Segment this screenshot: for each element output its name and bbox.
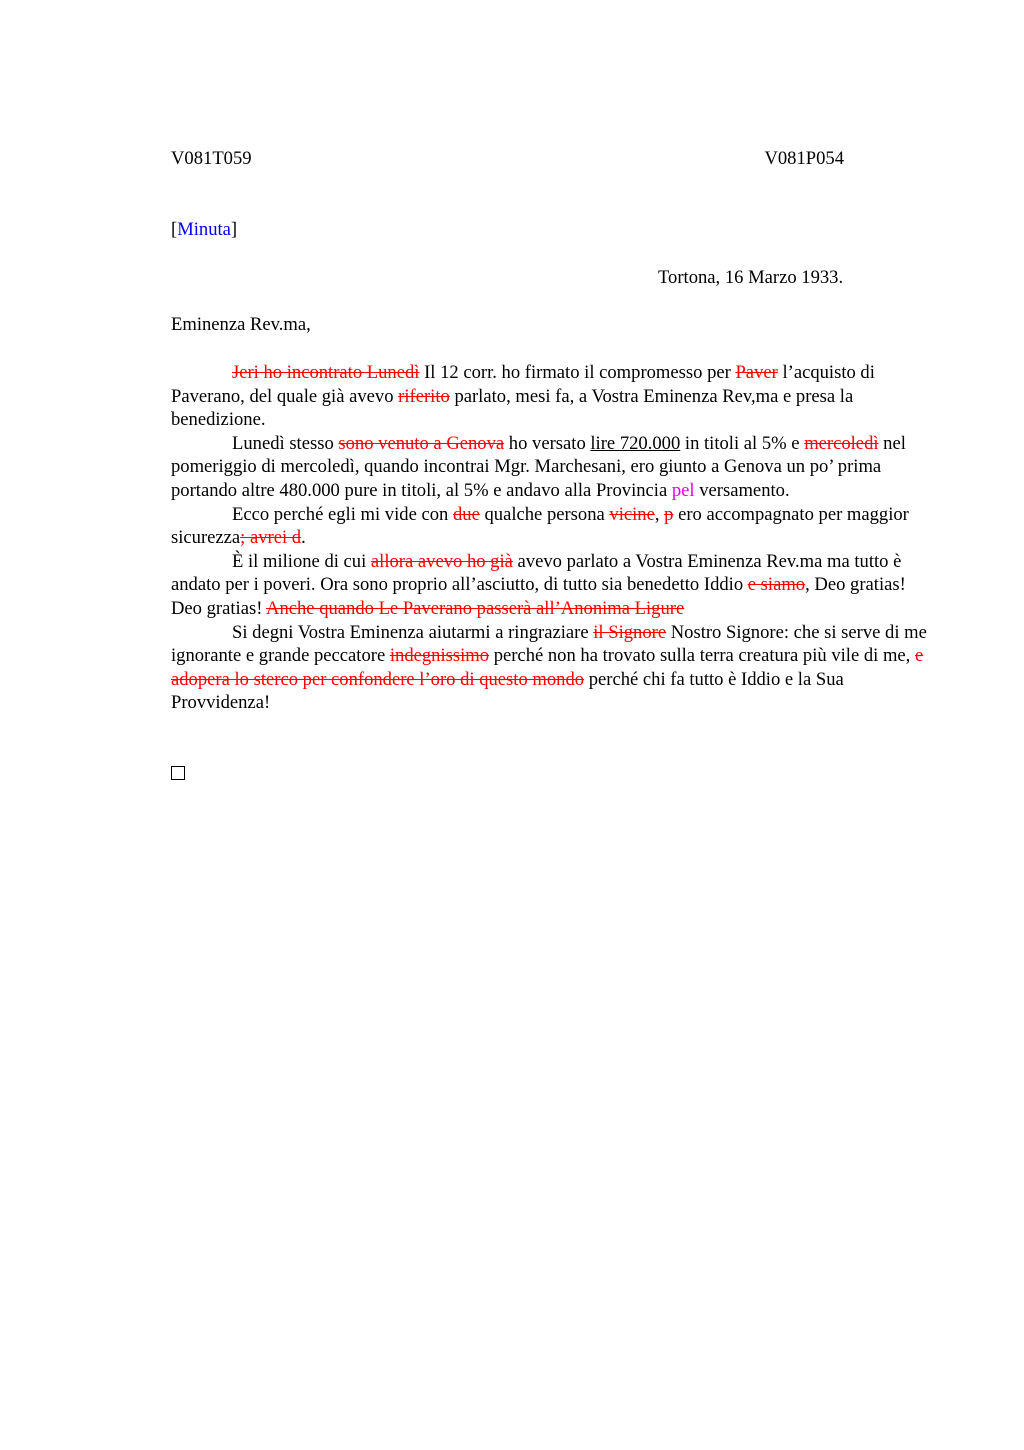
body-text-segment: Si degni Vostra Eminenza aiutarmi a ringraziare [232,621,594,643]
body-text-segment: , [654,503,665,525]
body-text-segment: , Deo gratias! Deo gratias! [171,574,906,619]
body-paragraph [171,550,929,621]
body-text-segment: l’acquisto di Paverano, del quale già avevo [171,362,875,407]
tag-close-bracket: ] [230,219,238,240]
deleted-text: Anche quando Le Paverano passerà all’Anonima Ligure [266,597,685,619]
body-text-segment: avevo parlato a Vostra Eminenza Rev.ma ma tutto è andato per i poveri. Ora sono proprio all’asciutto, di tutto sia benedetto Iddio [171,550,902,596]
body-text-segment: Ecco perché egli mi vide con [232,503,453,525]
body-text-segment: Il 12 corr. ho firmato il compromesso per [419,362,736,383]
letter-date: Tortona, 16 Marzo 1933. [658,267,844,288]
body-text-segment: parlato, mesi fa, a Vostra Eminenza Rev,ma e presa la benedizione. [171,385,854,431]
draft-tag [171,218,237,242]
deleted-text: e siamo [747,574,806,596]
body-paragraph [171,361,929,432]
deleted-text: Paver [735,362,778,383]
body-text-segment: in titoli al 5% e [680,432,805,454]
deleted-text: due [452,503,480,525]
body-text-segment: Nostro Signore: che si serve di me ignorante e grande peccatore [171,621,927,667]
deleted-text: mercoledì [804,432,879,454]
body-text-segment: qualche persona [479,503,610,525]
tag-open-bracket: [ [171,219,178,240]
deleted-text: il Signore [593,621,667,643]
letter-body [171,361,929,715]
document-code-right: V081P054 [764,148,844,169]
body-text-segment: versamento. [694,479,790,501]
body-text-segment: perché non ha trovato sulla terra creatura più vile di me, [489,645,915,667]
body-text-segment: nel pomeriggio di mercoledì, quando incontrai Mgr. Marchesani, ero giunto a Genova un po’ prima portando altre 480.000 pure in titoli, al 5% e andavo alla Provincia [171,432,906,501]
body-text-segment: . [301,527,306,549]
deleted-text: sono venuto a Genova [338,432,505,454]
end-mark-square [171,766,185,780]
deleted-text: ; avrei d [240,527,302,549]
body-paragraph [171,432,929,503]
deleted-text: p [664,503,674,525]
underlined-text: lire 720.000 [590,432,681,454]
body-text-segment: Lunedì stesso [232,432,339,454]
body-paragraph [171,503,929,550]
deleted-text: Jeri ho incontrato Lunedì [232,362,420,383]
body-paragraph [171,621,929,715]
body-text-segment: ho versato [504,432,591,454]
tag-label: Minuta [177,219,231,240]
body-text-segment: ero accompagnato per maggior sicurezza [171,503,909,549]
document-code-left: V081T059 [171,148,252,169]
highlighted-text: pel [671,479,695,501]
deleted-text: e adopera lo sterco per confondere l’oro di questo mondo [171,645,924,690]
body-text-segment: perché chi fa tutto è Iddio e la Sua Provvidenza! [171,668,844,714]
document-codes [171,147,844,171]
salutation: Eminenza Rev.ma, [171,314,311,335]
deleted-text: riferito [398,385,450,407]
body-text-segment: È il milione di cui [232,550,371,572]
deleted-text: vicine [609,503,655,525]
deleted-text: indegnissimo [389,645,490,667]
deleted-text: allora avevo ho già [370,550,513,572]
